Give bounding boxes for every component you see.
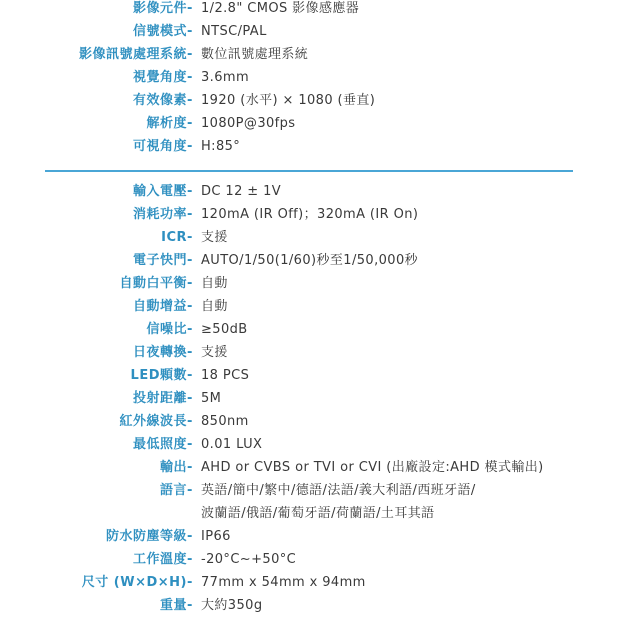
spec-row xyxy=(0,0,620,20)
spec-label: 有效像素 xyxy=(132,93,187,108)
spec-row xyxy=(0,433,620,456)
section-divider xyxy=(45,170,573,172)
spec-label: 信號模式 xyxy=(132,24,187,39)
spec-separator: - xyxy=(187,598,193,613)
spec-row xyxy=(0,89,620,112)
spec-row xyxy=(0,548,620,571)
spec-value: 18 PCS xyxy=(201,368,250,383)
spec-separator: - xyxy=(187,299,193,314)
spec-label: 工作溫度 xyxy=(132,552,187,567)
spec-separator: - xyxy=(187,70,193,85)
spec-separator: - xyxy=(187,368,193,383)
spec-label: 防水防塵等級 xyxy=(105,529,187,544)
spec-row xyxy=(0,180,620,203)
spec-label: 消耗功率 xyxy=(132,207,187,222)
spec-separator: - xyxy=(187,207,193,222)
spec-value: AUTO/1/50(1/60)秒至1/50,000秒 xyxy=(201,253,419,268)
spec-separator: - xyxy=(187,276,193,291)
spec-row xyxy=(0,594,620,617)
spec-value: 0.01 LUX xyxy=(201,437,263,452)
spec-separator: - xyxy=(187,47,193,62)
spec-section-1 xyxy=(0,0,620,158)
spec-label: 影像元件 xyxy=(132,1,187,16)
spec-value: NTSC/PAL xyxy=(201,24,267,39)
spec-label: 輸出 xyxy=(159,460,187,475)
spec-row xyxy=(0,295,620,318)
spec-label: 自動白平衡 xyxy=(119,276,187,291)
spec-label: 輸入電壓 xyxy=(132,184,187,199)
spec-separator: - xyxy=(187,93,193,108)
spec-value: ≥50dB xyxy=(201,322,248,337)
spec-label: 可視角度 xyxy=(132,139,187,154)
spec-row xyxy=(0,318,620,341)
spec-value: 1/2.8" CMOS 影像感應器 xyxy=(201,1,360,16)
spec-value: 3.6mm xyxy=(201,70,250,85)
spec-separator: - xyxy=(187,575,193,590)
spec-separator: - xyxy=(187,391,193,406)
spec-value: AHD or CVBS or TVI or CVI (出廠設定:AHD 模式輸出) xyxy=(201,460,544,475)
spec-value: 英語/簡中/繁中/德語/法語/義大利語/西班牙語/ xyxy=(201,483,476,498)
spec-value-continuation: 波蘭語/俄語/葡萄牙語/荷蘭語/土耳其語 xyxy=(201,506,435,521)
spec-value: 自動 xyxy=(201,299,228,314)
spec-separator: - xyxy=(187,529,193,544)
spec-row xyxy=(0,20,620,43)
spec-row xyxy=(0,272,620,295)
spec-value: 77mm x 54mm x 94mm xyxy=(201,575,366,590)
spec-separator: - xyxy=(187,345,193,360)
spec-label: 紅外線波長 xyxy=(119,414,187,429)
spec-label: ICR xyxy=(161,230,187,245)
spec-row xyxy=(0,226,620,249)
spec-label: 自動增益 xyxy=(132,299,187,314)
spec-row xyxy=(0,66,620,89)
spec-label: 投射距離 xyxy=(132,391,187,406)
spec-row xyxy=(0,387,620,410)
spec-label: 信噪比 xyxy=(146,322,187,337)
spec-value: -20°C~+50°C xyxy=(201,552,297,567)
spec-separator: - xyxy=(187,1,193,16)
spec-value: 1920 (水平) × 1080 (垂直) xyxy=(201,93,376,108)
spec-separator: - xyxy=(187,116,193,131)
spec-value: 120mA (IR Off)；320mA (IR On) xyxy=(201,207,419,222)
spec-row xyxy=(0,249,620,272)
spec-separator: - xyxy=(187,139,193,154)
spec-row xyxy=(0,479,620,502)
spec-separator: - xyxy=(187,253,193,268)
spec-value: 支援 xyxy=(201,230,228,245)
spec-separator: - xyxy=(187,184,193,199)
spec-row xyxy=(0,364,620,387)
spec-row xyxy=(0,135,620,158)
spec-value: IP66 xyxy=(201,529,231,544)
spec-label: 語言 xyxy=(159,483,187,498)
spec-separator: - xyxy=(187,230,193,245)
spec-label: 最低照度 xyxy=(132,437,187,452)
spec-row-continuation xyxy=(0,502,620,525)
spec-label: 電子快門 xyxy=(132,253,187,268)
spec-value: 5M xyxy=(201,391,222,406)
spec-value: DC 12 ± 1V xyxy=(201,184,282,199)
spec-row xyxy=(0,571,620,594)
spec-label: 重量 xyxy=(159,598,187,613)
spec-section-2 xyxy=(0,180,620,617)
spec-label: 視覺角度 xyxy=(132,70,187,85)
spec-label: 尺寸 (W×D×H) xyxy=(81,575,187,590)
spec-value: 自動 xyxy=(201,276,228,291)
spec-separator: - xyxy=(187,322,193,337)
spec-row xyxy=(0,341,620,364)
spec-row xyxy=(0,410,620,433)
spec-separator: - xyxy=(187,414,193,429)
spec-value: 大約350g xyxy=(201,598,263,613)
spec-value: H:85° xyxy=(201,139,241,154)
spec-label: LED顆數 xyxy=(130,368,187,383)
spec-row xyxy=(0,456,620,479)
spec-label: 影像訊號處理系統 xyxy=(78,47,187,62)
spec-separator: - xyxy=(187,460,193,475)
spec-label: 解析度 xyxy=(146,116,187,131)
spec-value: 數位訊號處理系統 xyxy=(201,47,309,62)
spec-label: 日夜轉換 xyxy=(132,345,187,360)
spec-row xyxy=(0,112,620,135)
spec-value: 1080P@30fps xyxy=(201,116,296,131)
spec-separator: - xyxy=(187,24,193,39)
spec-row xyxy=(0,525,620,548)
spec-value: 支援 xyxy=(201,345,228,360)
spec-row xyxy=(0,203,620,226)
spec-separator: - xyxy=(187,552,193,567)
spec-separator: - xyxy=(187,437,193,452)
spec-value: 850nm xyxy=(201,414,249,429)
spec-row xyxy=(0,43,620,66)
spec-separator: - xyxy=(187,483,193,498)
